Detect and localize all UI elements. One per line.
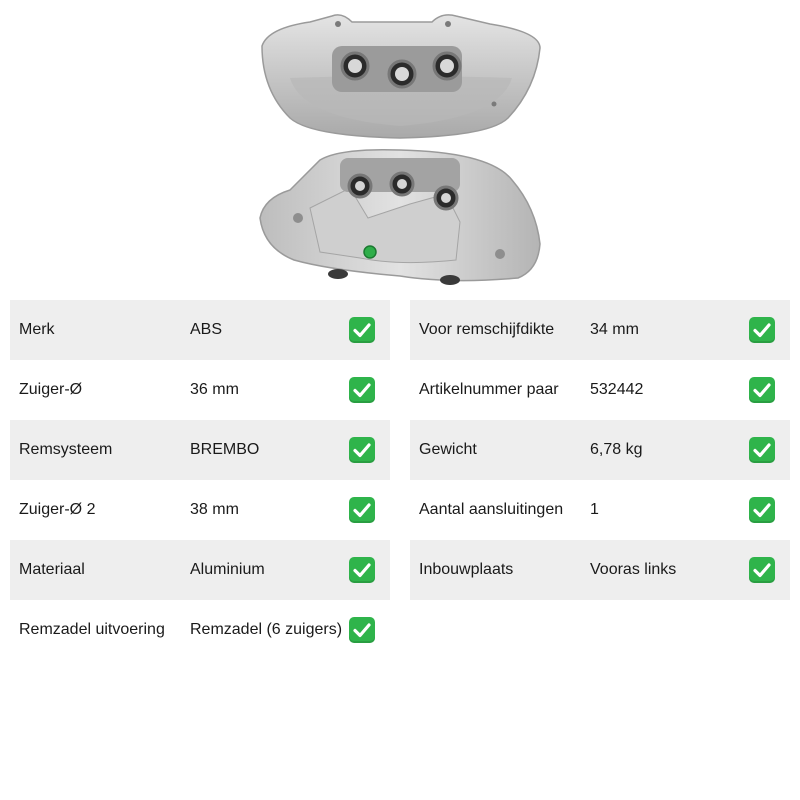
check-icon: [349, 497, 375, 523]
spec-value: 1: [590, 501, 599, 518]
check-icon: [749, 497, 775, 523]
spec-label: Zuiger-Ø 2: [19, 501, 96, 518]
spec-label: Gewicht: [419, 441, 477, 458]
spec-row: [10, 300, 390, 360]
spec-label: Remsysteem: [19, 441, 113, 458]
spec-label: Inbouwplaats: [419, 561, 514, 578]
spec-value: BREMBO: [190, 441, 260, 458]
spec-label: Artikelnummer paar: [419, 381, 559, 398]
spec-value: 532442: [590, 381, 644, 398]
spec-value: 38 mm: [190, 501, 239, 518]
spec-row: [410, 420, 790, 480]
spec-row: [410, 360, 790, 420]
spec-row: [410, 540, 790, 600]
spec-label: Zuiger-Ø: [19, 381, 83, 398]
lower-caliper: [260, 150, 540, 285]
check-icon: [749, 317, 775, 343]
spec-value: Remzadel (6 zuigers): [190, 621, 343, 638]
check-icon: [349, 617, 375, 643]
spec-row: [410, 300, 790, 360]
spec-row: [10, 360, 390, 420]
spec-value: 6,78 kg: [590, 441, 643, 458]
spec-row: [410, 480, 790, 540]
check-icon: [749, 557, 775, 583]
spec-label: Materiaal: [19, 561, 85, 578]
spec-value: 34 mm: [590, 321, 639, 338]
spec-label: Voor remschijfdikte: [419, 321, 555, 338]
specs-table-left: [10, 300, 390, 660]
spec-value: Vooras links: [590, 561, 677, 578]
brake-caliper-pair-image: [250, 8, 550, 288]
check-icon: [349, 437, 375, 463]
spec-value: ABS: [190, 321, 223, 338]
spec-row: [10, 600, 390, 660]
spec-label: Merk: [19, 321, 55, 338]
spec-row: [10, 540, 390, 600]
spec-label: Aantal aansluitingen: [419, 501, 564, 518]
upper-caliper: [262, 15, 540, 138]
spec-value: 36 mm: [190, 381, 239, 398]
check-icon: [749, 437, 775, 463]
spec-row: [10, 480, 390, 540]
spec-row: [10, 420, 390, 480]
check-icon: [349, 557, 375, 583]
specs-table-right: [410, 300, 790, 600]
check-icon: [349, 377, 375, 403]
spec-label: Remzadel uitvoering: [19, 621, 165, 638]
check-icon: [749, 377, 775, 403]
check-icon: [349, 317, 375, 343]
spec-value: Aluminium: [190, 561, 265, 578]
